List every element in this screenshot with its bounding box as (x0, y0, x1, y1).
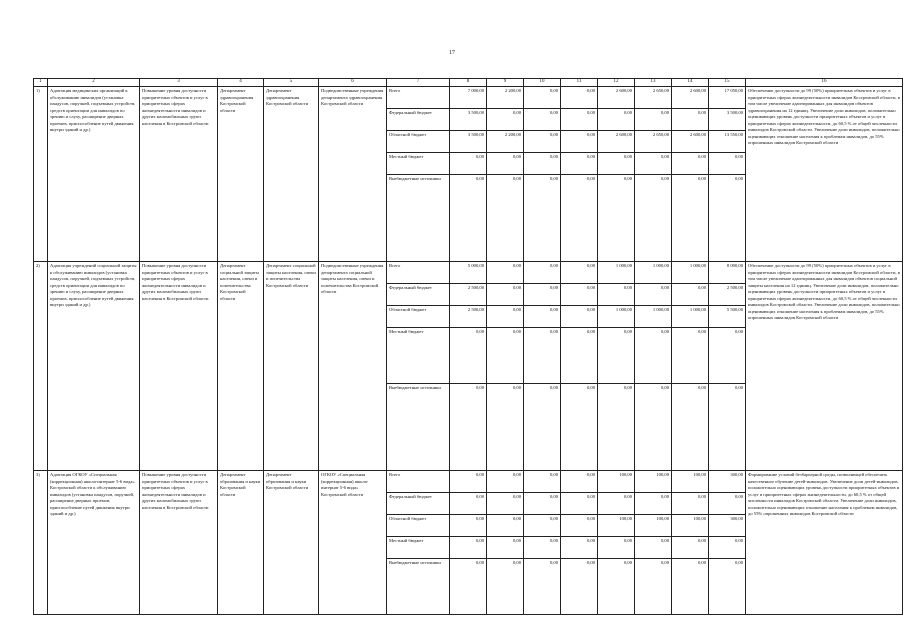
header-cell: 8 (450, 79, 487, 87)
funding-amount: 0,00 (524, 131, 560, 153)
funding-amount: 2 500,00 (450, 306, 486, 328)
funding-amount: 0,00 (734, 560, 743, 565)
funding-values (709, 262, 746, 471)
measure-goal: Повышение уровня доступности приоритетных объектов и услуг в приоритетных сферах жизнедеятельности инвалидов и других маломобильных групп населения в Костромской области (140, 262, 218, 471)
funding-amount: 2 500,00 (709, 284, 745, 306)
funding-amount: 0,00 (598, 537, 634, 559)
funding-amount: 0,00 (586, 176, 595, 181)
funding-amount: 0,00 (660, 176, 669, 181)
funding-amount: 0,00 (635, 493, 671, 515)
responsible-executor: Департамент здравоохранения Костромской области (218, 87, 264, 262)
funding-amount: 0,00 (487, 537, 523, 559)
funding-amount: 0,00 (524, 284, 560, 306)
funding-amount: 100,00 (598, 471, 634, 493)
funding-amount: 0,00 (598, 493, 634, 515)
header-cell: 6 (319, 79, 387, 87)
funding-amount: 0,00 (586, 560, 595, 565)
funding-amount: 100,00 (635, 471, 671, 493)
funding-amount: 8 000,00 (709, 262, 745, 284)
funding-source-label: Областной бюджет (387, 131, 449, 153)
funding-amount: 0,00 (623, 176, 632, 181)
funding-amount: 1 000,00 (672, 306, 708, 328)
funding-amount: 0,00 (598, 153, 634, 175)
funding-amount: 0,00 (561, 471, 597, 493)
co-executor: Департамент здравоохранения Костромской области (264, 87, 319, 262)
funding-amount: 0,00 (549, 176, 558, 181)
measure-name: Адаптация медицинских организаций к обслуживанию инвалидов (установка пандусов, поручней, подъемных устройств, средств ориентации для инвалидов по зрению и слуху, расширение дверных проемов, приспособление путей движения внутри зданий и др.) (48, 87, 140, 262)
funding-sources (387, 262, 450, 471)
funding-amount: 0,00 (487, 153, 523, 175)
funding-values (672, 262, 709, 471)
funding-amount: 2 600,00 (672, 131, 708, 153)
header-cell: 1 (34, 79, 48, 87)
funding-amount: 0,00 (598, 328, 634, 384)
funding-source-label: Федеральный бюджет (387, 284, 449, 306)
funding-amount: 0,00 (635, 284, 671, 306)
funding-amount: 0,00 (635, 537, 671, 559)
funding-values (450, 87, 487, 262)
funding-amount: 0,00 (598, 109, 634, 131)
co-executor: Департамент социальной защиты населения, опеки и попечительства Костромской области (264, 262, 319, 471)
funding-amount: 1 000,00 (635, 306, 671, 328)
funding-sources (387, 471, 450, 615)
funding-amount: 0,00 (660, 385, 669, 390)
funding-amount: 0,00 (561, 537, 597, 559)
funding-amount: 0,00 (475, 385, 484, 390)
funding-amount: 100,00 (672, 515, 708, 537)
funding-amount: 5 000,00 (450, 262, 486, 284)
funding-values (450, 471, 487, 615)
funding-amount: 0,00 (487, 284, 523, 306)
funding-amount: 0,00 (487, 471, 523, 493)
funding-amount: 0,00 (549, 560, 558, 565)
funding-amount: 0,00 (623, 560, 632, 565)
funding-amount: 0,00 (561, 109, 597, 131)
funding-amount: 2 200,00 (487, 87, 523, 109)
expected-result: Формирование условий безбарьерной среды, позволяющей обеспечить качественное обучение детей-инвалидов. Увеличение доли детей-инвалидов, положительно оценивающих уровень доступности приоритетных объектов и услуг в приоритетных сферах жизнедеятельности, до 60,5 % от общей численности инвалидов Костромской области. Увеличение доли инвалидов, положительно оценивающих отношение населения к проблемам инвалидов, до 55% опрошенных инвалидов Костромской области (746, 471, 903, 615)
funding-amount: 0,00 (524, 328, 560, 384)
funding-amount: 0,00 (697, 385, 706, 390)
funding-amount: 1 000,00 (598, 306, 634, 328)
funding-amount: 0,00 (586, 385, 595, 390)
funding-amount: 2 650,00 (635, 131, 671, 153)
funding-values (598, 471, 635, 615)
measure-row (34, 262, 903, 471)
measure-row (34, 471, 903, 615)
funding-values (709, 471, 746, 615)
funding-source-label: Внебюджетные источники (389, 385, 441, 390)
funding-amount: 0,00 (660, 560, 669, 565)
funds-recipient: Подведомственные учреждения департамента социальной защиты населения, опеки и попечительства Костромской области (319, 262, 387, 471)
funding-amount: 0,00 (598, 284, 634, 306)
funding-values (598, 87, 635, 262)
funding-amount: 0,00 (561, 153, 597, 175)
funding-amount: 13 550,00 (709, 131, 745, 153)
funding-amount: 5 500,00 (709, 306, 745, 328)
funding-amount: 0,00 (672, 493, 708, 515)
funding-values (561, 262, 598, 471)
header-cell: 7 (387, 79, 450, 87)
funding-amount: 0,00 (561, 262, 597, 284)
funding-amount: 0,00 (487, 262, 523, 284)
funding-sources (387, 87, 450, 262)
funding-amount: 100,00 (598, 515, 634, 537)
funding-amount: 0,00 (487, 306, 523, 328)
funding-values (524, 471, 561, 615)
funding-amount: 0,00 (561, 515, 597, 537)
funding-amount: 1 000,00 (672, 262, 708, 284)
funding-values (561, 471, 598, 615)
funding-amount: 0,00 (450, 493, 486, 515)
funding-amount: 0,00 (512, 560, 521, 565)
funding-values (561, 87, 598, 262)
funding-amount: 0,00 (487, 328, 523, 384)
header-cell: 3 (140, 79, 218, 87)
funding-values (672, 87, 709, 262)
expected-result: Обеспечение доступности до 99 (50%) приоритетных объектов и услуг в приоритетных сферах жизнедеятельности инвалидов Костромской области, в том числе увеличение адаптированных для инвалидов объектов здравоохранения на 12 единиц. Увеличение доли инвалидов, положительно оценивающих уровень доступности приоритетных объектов и услуг в приоритетных сферах жизнедеятельности, до 60,5 % от общей численности инвалидов Костромской области. Увеличение доли инвалидов, положительно оценивающих отношение населения к проблемам инвалидов, до 55% опрошенных инвалидов Костромской области (746, 87, 903, 262)
funding-amount: 1 000,00 (635, 262, 671, 284)
funding-amount: 0,00 (475, 176, 484, 181)
measure-goal: Повышение уровня доступности приоритетных объектов и услуг в приоритетных сферах жизнедеятельности инвалидов и других маломобильных групп населения в Костромской области (140, 87, 218, 262)
funding-source-label: Всего (387, 262, 449, 284)
funding-amount: 0,00 (561, 87, 597, 109)
funding-amount: 0,00 (635, 328, 671, 384)
funding-source-label: Внебюджетные источники (389, 176, 441, 181)
funding-amount: 0,00 (734, 385, 743, 390)
co-executor: Департамент образования и науки Костромской области (264, 471, 319, 615)
funding-amount: 0,00 (487, 515, 523, 537)
header-cell: 5 (264, 79, 319, 87)
header-cell: 11 (561, 79, 598, 87)
funding-amount: 0,00 (524, 262, 560, 284)
funding-values (487, 471, 524, 615)
funding-amount: 2 200,00 (487, 131, 523, 153)
funding-amount: 100,00 (672, 471, 708, 493)
funding-amount: 3 500,00 (450, 109, 486, 131)
responsible-executor: Департамент образования и науки Костромской области (218, 471, 264, 615)
header-cell: 4 (218, 79, 264, 87)
funding-amount: 7 000,00 (450, 87, 486, 109)
funding-amount: 0,00 (561, 284, 597, 306)
funding-amount: 2 650,00 (635, 87, 671, 109)
funding-source-label: Федеральный бюджет (387, 109, 449, 131)
funding-amount: 0,00 (635, 153, 671, 175)
funding-amount: 0,00 (450, 515, 486, 537)
header-cell: 14 (672, 79, 709, 87)
funding-amount: 300,00 (709, 471, 745, 493)
funding-values (635, 87, 672, 262)
funding-source-label: Областной бюджет (387, 515, 449, 537)
funding-amount: 0,00 (524, 471, 560, 493)
funding-amount: 0,00 (524, 109, 560, 131)
expected-result: Обеспечение доступности до 99 (50%) приоритетных объектов и услуг в приоритетных сферах жизнедеятельности инвалидов Костромской области, в том числе увеличение адаптированных для инвалидов объектов социальной защиты населения на 12 единиц. Увеличение доли инвалидов, положительно оценивающих уровень доступности приоритетных объектов и услуг в приоритетных сферах жизнедеятельности, до 60,5 % от общей численности инвалидов Костромской области. Увеличение доли инвалидов, положительно оценивающих отношение населения к проблемам инвалидов, до 55% опрошенных инвалидов Костромской области (746, 262, 903, 471)
funding-amount: 0,00 (487, 493, 523, 515)
funding-amount: 0,00 (475, 560, 484, 565)
funding-amount: 300,00 (709, 515, 745, 537)
funding-amount: 0,00 (524, 493, 560, 515)
funding-source-label: Всего (387, 471, 449, 493)
funding-amount: 0,00 (635, 109, 671, 131)
funding-values (450, 262, 487, 471)
funding-source-label: Внебюджетные источники (389, 560, 441, 565)
program-measures-table (33, 78, 903, 615)
funding-amount: 0,00 (734, 176, 743, 181)
funding-amount: 0,00 (524, 153, 560, 175)
funding-values (635, 262, 672, 471)
funding-amount: 0,00 (709, 153, 745, 175)
funding-amount: 17 050,00 (709, 87, 745, 109)
header-cell: 16 (746, 79, 903, 87)
funding-amount: 0,00 (549, 385, 558, 390)
measure-name: Адаптация учреждений социальной защиты к обслуживанию инвалидов (установка пандусов, поручней, подъемных устройств, средств ориентации для инвалидов по зрению и слуху, расширение дверных проемов, приспособление путей движения внутри зданий и др.) (48, 262, 140, 471)
funding-amount: 0,00 (561, 306, 597, 328)
header-cell: 12 (598, 79, 635, 87)
funding-amount: 0,00 (524, 306, 560, 328)
funding-amount: 0,00 (672, 109, 708, 131)
funding-source-label: Всего (387, 87, 449, 109)
funding-amount: 0,00 (697, 176, 706, 181)
funding-source-label: Областной бюджет (387, 306, 449, 328)
funding-values (524, 87, 561, 262)
funding-amount: 0,00 (450, 471, 486, 493)
funding-amount: 0,00 (672, 153, 708, 175)
funding-values (672, 471, 709, 615)
funding-amount: 0,00 (487, 109, 523, 131)
funding-amount: 0,00 (524, 515, 560, 537)
funding-amount: 0,00 (709, 537, 745, 559)
funding-values (709, 87, 746, 262)
measure-goal: Повышение уровня доступности приоритетных объектов и услуг в приоритетных сферах жизнедеятельности инвалидов и других маломобильных групп населения в Костромской области (140, 471, 218, 615)
funding-amount: 2 600,00 (598, 131, 634, 153)
funding-values (635, 471, 672, 615)
funding-amount: 2 500,00 (450, 284, 486, 306)
funding-values (598, 262, 635, 471)
funding-amount: 0,00 (561, 493, 597, 515)
funding-amount: 0,00 (697, 560, 706, 565)
funding-amount: 0,00 (623, 385, 632, 390)
funding-amount: 0,00 (450, 537, 486, 559)
funding-values (524, 262, 561, 471)
funding-amount: 0,00 (524, 87, 560, 109)
funding-amount: 0,00 (709, 328, 745, 384)
funding-amount: 1 000,00 (598, 262, 634, 284)
funding-amount: 0,00 (450, 328, 486, 384)
measure-row (34, 87, 903, 262)
funding-amount: 0,00 (561, 131, 597, 153)
funding-amount: 2 600,00 (598, 87, 634, 109)
funding-amount: 0,00 (561, 328, 597, 384)
header-cell: 10 (524, 79, 561, 87)
funding-amount: 0,00 (709, 493, 745, 515)
funding-amount: 0,00 (512, 385, 521, 390)
header-cell: 9 (487, 79, 524, 87)
row-number: 2) (34, 262, 48, 471)
measure-name: Адаптация ОГКОУ «Специальная (коррекционная) школа-интернат 5-6 вида» Костромской области к обслуживанию инвалидов (установка пандусов, поручней, расширение дверных проемов, приспособление путей движения внутри зданий и др.) (48, 471, 140, 615)
funding-values (487, 87, 524, 262)
funding-amount: 0,00 (672, 284, 708, 306)
funding-amount: 0,00 (672, 537, 708, 559)
funding-amount: 2 600,00 (672, 87, 708, 109)
funding-amount: 100,00 (635, 515, 671, 537)
row-number: 3) (34, 471, 48, 615)
funding-source-label: Федеральный бюджет (387, 493, 449, 515)
funding-amount: 0,00 (672, 328, 708, 384)
funding-amount: 0,00 (450, 153, 486, 175)
responsible-executor: Департамент социальной защиты населения, опеки и попечительства Костромской области (218, 262, 264, 471)
page-number: 17 (449, 50, 455, 56)
funds-recipient: ОГКОУ «Специальная (коррекционная) школа-интернат 5-6 вида» Костромской области (319, 471, 387, 615)
funding-source-label: Местный бюджет (387, 328, 449, 384)
header-row (34, 79, 903, 87)
funding-amount: 0,00 (512, 176, 521, 181)
row-number: 1) (34, 87, 48, 262)
funding-source-label: Местный бюджет (387, 537, 449, 559)
funding-values (487, 262, 524, 471)
funds-recipient: Подведомственные учреждения департамента здравоохранения Костромской области (319, 87, 387, 262)
funding-source-label: Местный бюджет (387, 153, 449, 175)
funding-amount: 3 500,00 (709, 109, 745, 131)
funding-amount: 3 500,00 (450, 131, 486, 153)
funding-amount: 0,00 (524, 537, 560, 559)
header-cell: 15 (709, 79, 746, 87)
header-cell: 13 (635, 79, 672, 87)
header-cell: 2 (48, 79, 140, 87)
